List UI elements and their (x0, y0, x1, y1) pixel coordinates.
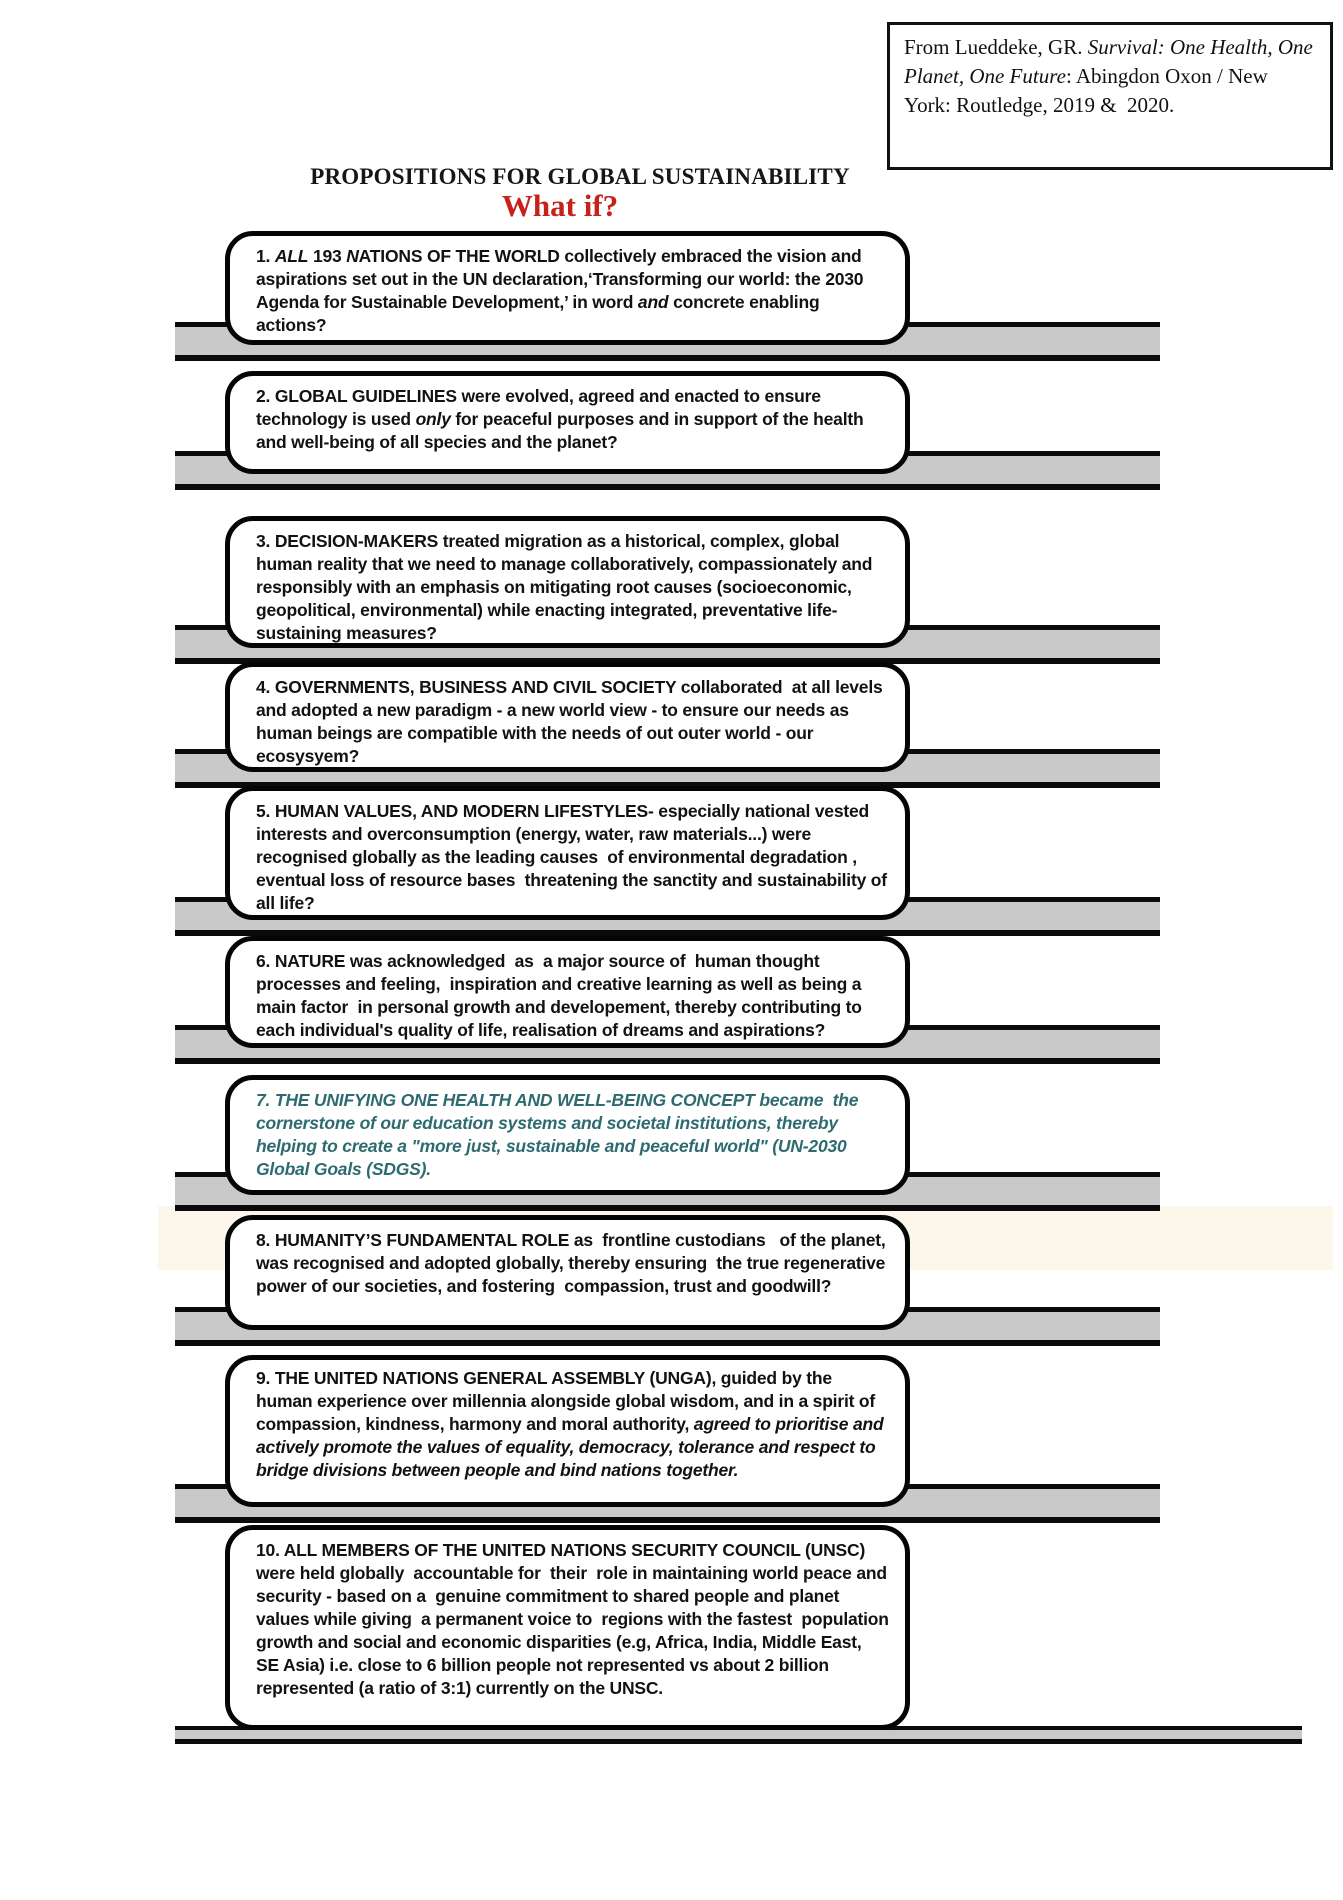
proposition-text-10: 10. ALL MEMBERS OF THE UNITED NATIONS SECURITY COUNCIL (UNSC) were held globally accountable for their role in maintaining world peace and security - based on a genuine commitment to shared people and planet values while giving a permanent voice to regions with the fastest population growth and social and economic disparities (e.g, Africa, India, Middle East, SE Asia) i.e. close to 6 billion people not represented vs about 2 billion represented (a ratio of 3:1) currently on the UNSC. (256, 1540, 894, 1698)
citation-box (887, 22, 1333, 170)
proposition-text-6: 6. NATURE was acknowledged as a major source of human thought processes and feeling, inspiration and creative learning as well as being a main factor in personal growth and developement, thereby contributing to each individual's quality of life, realisation of dreams and aspirations? (256, 951, 867, 1040)
proposition-box-3 (225, 516, 910, 648)
proposition-text-5: 5. HUMAN VALUES, AND MODERN LIFESTYLES- especially national vested interests and overconsumption (energy, water, raw materials...) were recognised globally as the leading causes of environmental degradation , eventual loss of resource bases threatening the sanctity and sustainability of all life? (256, 801, 892, 913)
proposition-text-8: 8. HUMANITY’S FUNDAMENTAL ROLE as frontline custodians of the planet, was recognised and adopted globally, thereby ensuring the true regenerative power of our societies, and fostering compassion, trust and goodwill? (256, 1230, 891, 1296)
proposition-text-3: 3. DECISION-MAKERS treated migration as a historical, complex, global human reality that we need to manage collaboratively, compassionately and responsibly with an emphasis on mitigating root causes (socioeconomic, geopolitical, environmental) while enacting integrated, preventative life-sustaining measures? (256, 531, 877, 643)
proposition-box-7 (225, 1075, 910, 1195)
page-title: PROPOSITIONS FOR GLOBAL SUSTAINABILITY (310, 164, 850, 189)
proposition-text-1: 1. ALL 193 NATIONS OF THE WORLD collectively embraced the vision and aspirations set out in the UN declaration,‘Transforming our world: the 2030 Agenda for Sustainable Development,’ in word and concrete enabling actions? (256, 246, 868, 335)
proposition-box-5 (225, 786, 910, 920)
proposition-text-4: 4. GOVERNMENTS, BUSINESS AND CIVIL SOCIETY collaborated at all levels and adopted a new paradigm - a new world view - to ensure our needs as human beings are compatible with the needs of out outer world - our ecosysyem? (256, 677, 892, 766)
subtitle-what-if: What if? (501, 188, 619, 223)
citation-text: : Abingdon Oxon / New York: Routledge, 2019 & 2020. (904, 63, 1273, 117)
proposition-text-2: 2. GLOBAL GUIDELINES were evolved, agreed and enacted to ensure technology is used only for peaceful purposes and in support of the health and well-being of all species and the planet? (256, 386, 869, 452)
proposition-box-1 (225, 231, 910, 345)
proposition-text-7: 7. THE UNIFYING ONE HEALTH AND WELL-BEING CONCEPT became the cornerstone of our education systems and societal institutions, thereby helping to create a "more just, sustainable and peaceful world" (UN-2030 Global Goals (SDGS). (256, 1090, 863, 1179)
proposition-box-4 (225, 662, 910, 772)
proposition-box-9 (225, 1355, 910, 1507)
proposition-box-8 (225, 1215, 910, 1330)
proposition-box-6 (225, 936, 910, 1048)
proposition-box-10 (225, 1525, 910, 1730)
proposition-text-9: 9. THE UNITED NATIONS GENERAL ASSEMBLY (UNGA), guided by the human experience over millennia alongside global wisdom, and in a spirit of compassion, kindness, harmony and moral authority, agreed to prioritise and actively promote the values of equality, democracy, tolerance and respect to bridge divisions between people and bind nations together. (256, 1368, 889, 1480)
citation-book-title: Survival: One Health, One Planet, One Future (904, 35, 1319, 88)
citation-text: From Lueddeke, GR. (904, 35, 1088, 59)
proposition-box-2 (225, 371, 910, 474)
